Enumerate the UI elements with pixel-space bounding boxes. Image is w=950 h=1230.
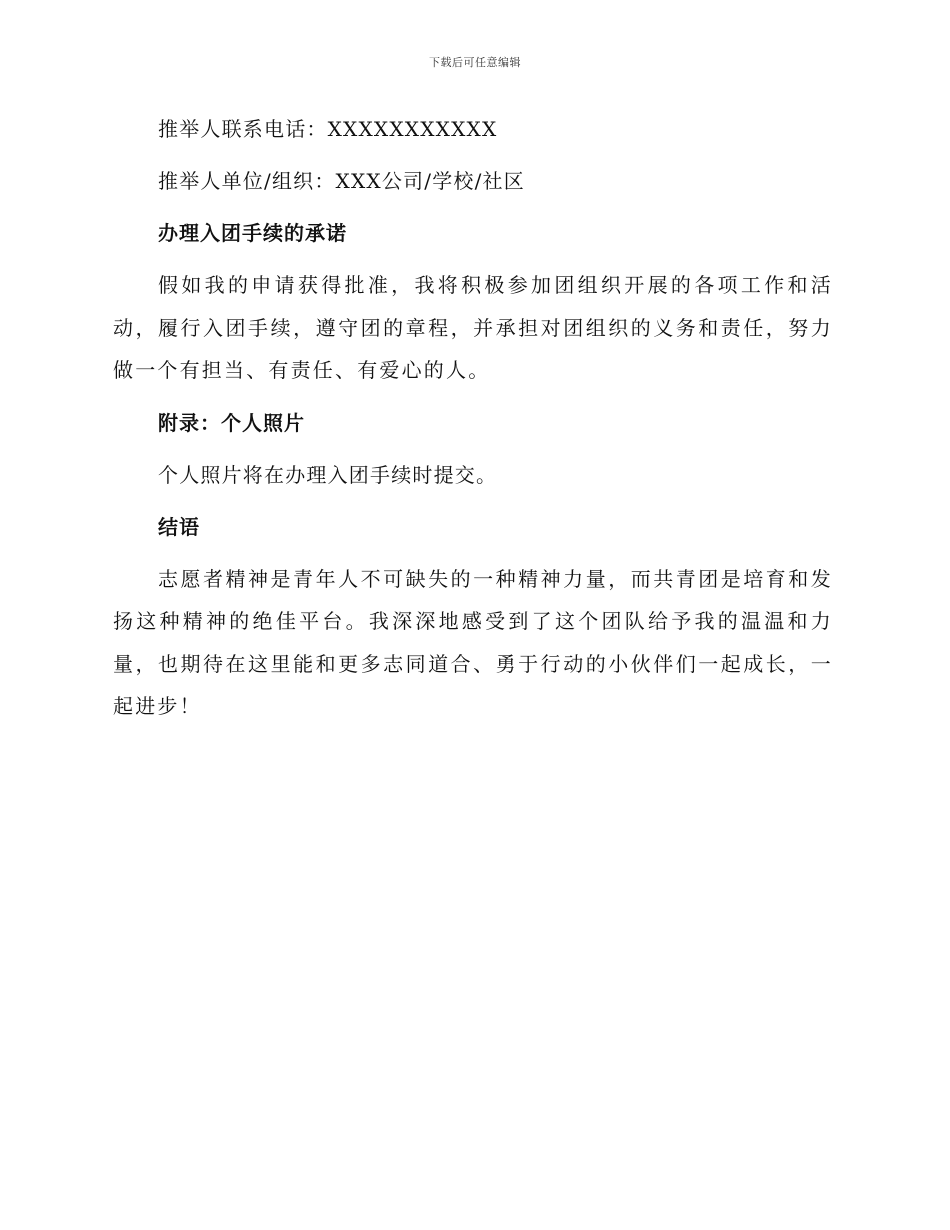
- conclusion-paragraph: 志愿者精神是青年人不可缺失的一种精神力量，而共青团是培育和发扬这种精神的绝佳平台。我深深地感受到了这个团队给予我的温温和力量，也期待在这里能和更多志同道合、勇于行动的小伙伴们一起成长，一起进步！: [113, 566, 833, 718]
- referrer-unit-line: 推举人单位/组织：XXX公司/学校/社区: [158, 169, 525, 193]
- appendix-paragraph: 个人照片将在办理入团手续时提交。: [158, 462, 498, 487]
- referrer-phone-line: 推举人联系电话：XXXXXXXXXXX: [158, 117, 498, 141]
- header-note: 下载后可任意编辑: [429, 56, 521, 69]
- appendix-heading: 附录：个人照片: [158, 410, 305, 435]
- commitment-paragraph: 假如我的申请获得批准，我将积极参加团组织开展的各项工作和活动，履行入团手续，遵守团的章程，并承担对团组织的义务和责任，努力做一个有担当、有责任、有爱心的人。: [113, 273, 833, 382]
- commitment-heading: 办理入团手续的承诺: [158, 221, 347, 245]
- conclusion-heading: 结语: [158, 514, 200, 539]
- document-body: [113, 108, 833, 738]
